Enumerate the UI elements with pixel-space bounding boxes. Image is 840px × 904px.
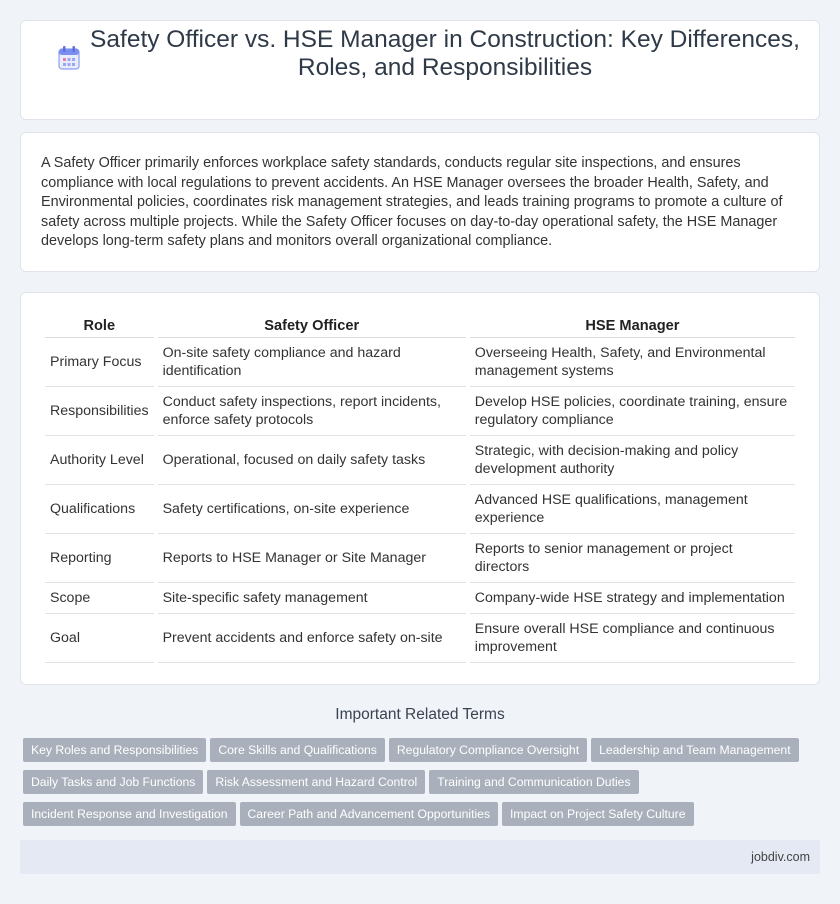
safety-officer-cell: On-site safety compliance and hazard identification	[158, 338, 466, 387]
comparison-table	[41, 314, 799, 663]
hse-manager-cell: Company-wide HSE strategy and implementation	[470, 583, 795, 614]
row-label: Qualifications	[45, 485, 154, 534]
table-row	[45, 387, 795, 436]
related-term-tag[interactable]: Training and Communication Duties	[429, 770, 638, 794]
row-label: Scope	[45, 583, 154, 614]
intro-paragraph: A Safety Officer primarily enforces workplace safety standards, conducts regular site inspections, and ensures compliance with local regulations to prevent accidents. An HSE Manager oversees the broader Health, Safety, and Environmental policies, coordinates risk management strategies, and leads training programs to promote a culture of safety across multiple projects. While the Safety Officer focuses on day-to-day operational safety, the HSE Manager develops long-term safety plans and monitors overall organizational compliance.	[41, 155, 783, 250]
related-term-tag[interactable]: Impact on Project Safety Culture	[502, 802, 693, 826]
table-row	[45, 583, 795, 614]
page-title: Safety Officer vs. HSE Manager in Construction: Key Differences, Roles, and Responsibilities	[90, 26, 800, 81]
safety-officer-cell: Operational, focused on daily safety tasks	[158, 436, 466, 485]
header-safety-officer: Safety Officer	[158, 314, 466, 338]
hse-manager-cell: Strategic, with decision-making and policy development authority	[470, 436, 795, 485]
related-term-tag[interactable]: Risk Assessment and Hazard Control	[207, 770, 425, 794]
hse-manager-cell: Overseeing Health, Safety, and Environmental management systems	[470, 338, 795, 387]
related-term-tag[interactable]: Key Roles and Responsibilities	[23, 738, 206, 762]
related-terms-list	[23, 738, 813, 834]
footer-site-link[interactable]: jobdiv.com	[751, 850, 810, 864]
table-header-row	[45, 314, 795, 338]
table-row	[45, 436, 795, 485]
safety-officer-cell: Safety certifications, on-site experience	[158, 485, 466, 534]
row-label: Reporting	[45, 534, 154, 583]
intro-card	[20, 132, 820, 272]
safety-officer-cell: Reports to HSE Manager or Site Manager	[158, 534, 466, 583]
hse-manager-cell: Develop HSE policies, coordinate training, ensure regulatory compliance	[470, 387, 795, 436]
related-term-tag[interactable]: Incident Response and Investigation	[23, 802, 236, 826]
hse-manager-cell: Reports to senior management or project directors	[470, 534, 795, 583]
hse-manager-cell: Ensure overall HSE compliance and continuous improvement	[470, 614, 795, 663]
safety-officer-cell: Site-specific safety management	[158, 583, 466, 614]
hse-manager-cell: Advanced HSE qualifications, management experience	[470, 485, 795, 534]
table-row	[45, 534, 795, 583]
related-term-tag[interactable]: Career Path and Advancement Opportunities	[240, 802, 499, 826]
related-term-tag[interactable]: Regulatory Compliance Oversight	[389, 738, 587, 762]
row-label: Primary Focus	[45, 338, 154, 387]
related-term-tag[interactable]: Leadership and Team Management	[591, 738, 799, 762]
row-label: Responsibilities	[45, 387, 154, 436]
table-row	[45, 614, 795, 663]
safety-officer-cell: Conduct safety inspections, report incidents, enforce safety protocols	[158, 387, 466, 436]
footer	[20, 840, 820, 874]
header-hse-manager: HSE Manager	[470, 314, 795, 338]
table-row	[45, 485, 795, 534]
comparison-card	[20, 292, 820, 685]
table-row	[45, 338, 795, 387]
header-role: Role	[45, 314, 154, 338]
row-label: Goal	[45, 614, 154, 663]
related-term-tag[interactable]: Core Skills and Qualifications	[210, 738, 385, 762]
title-container	[40, 26, 810, 82]
row-label: Authority Level	[45, 436, 154, 485]
safety-officer-cell: Prevent accidents and enforce safety on-site	[158, 614, 466, 663]
related-term-tag[interactable]: Daily Tasks and Job Functions	[23, 770, 203, 794]
related-terms-title: Important Related Terms	[335, 706, 505, 723]
